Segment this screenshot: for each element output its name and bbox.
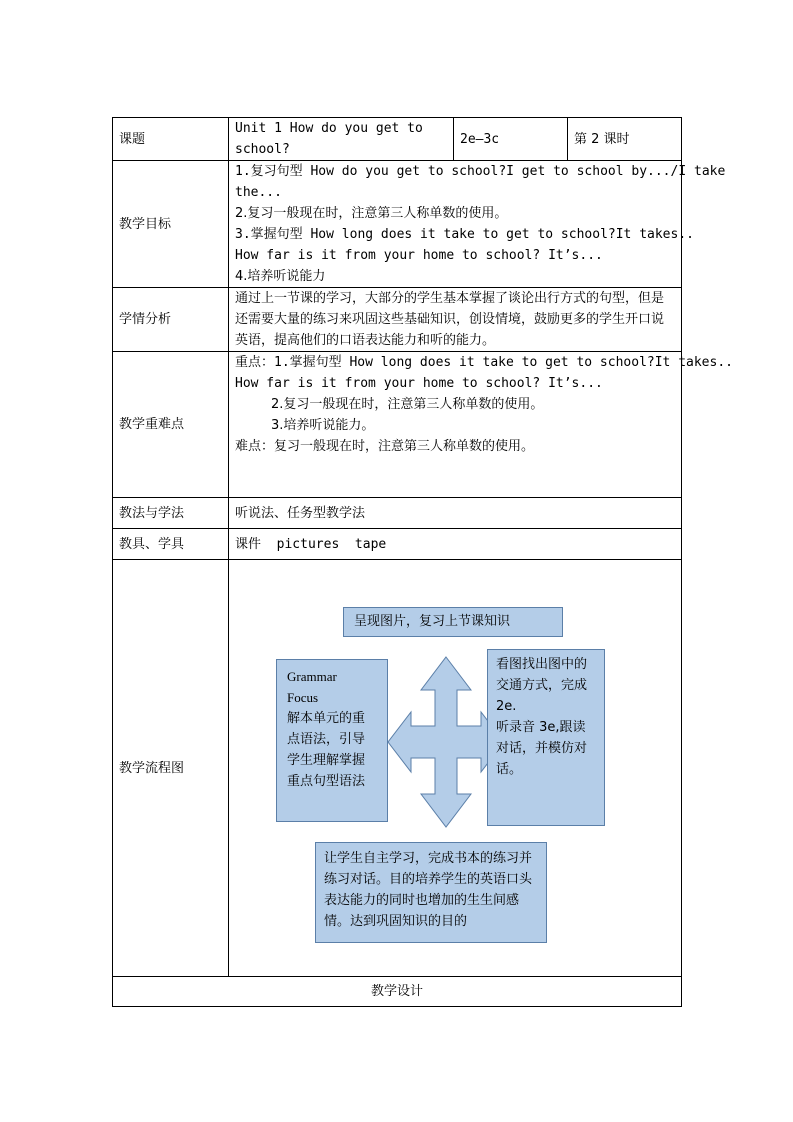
methods-row — [113, 498, 682, 529]
flow-box-listening-task2: 听录音 3e,跟读对话，并模仿对话。 — [496, 720, 588, 777]
flow-box-grammar-title: Grammar — [287, 669, 337, 684]
methods-label: 教法与学法 — [113, 498, 229, 529]
flow-box-listening-task1: 看图找出图中的交通方式，完成 2e. — [496, 657, 588, 714]
flow-box-listening — [487, 649, 605, 826]
title-row — [113, 118, 682, 161]
objectives-label: 教学目标 — [113, 161, 229, 288]
flow-box-grammar — [276, 659, 388, 822]
key-points-content — [229, 352, 733, 498]
key-point-line: 重点：1.掌握句型 How long does it take to get to school?It takes.. — [235, 355, 733, 370]
flow-box-review: 呈现图片，复习上节课知识 — [343, 607, 563, 637]
lesson-plan-table — [112, 117, 733, 1007]
flowchart-label: 教学流程图 — [113, 560, 229, 977]
key-points-row — [113, 352, 682, 498]
tools-row — [113, 529, 682, 560]
objective-line: the... — [235, 185, 282, 200]
objective-line: How far is it from your home to school? It’s... — [235, 248, 603, 263]
objective-line: 1.复习句型 How do you get to school?I get to school by.../I take — [235, 164, 726, 179]
lesson-title: Unit 1 How do you get to school? — [229, 118, 454, 161]
key-point-line: 3.培养听说能力。 — [271, 418, 375, 433]
flow-box-grammar-subtitle: Focus — [287, 690, 319, 705]
design-row — [113, 977, 682, 1007]
flow-box-practice: 让学生自主学习，完成书本的练习并练习对话。目的培养学生的英语口头表达能力的同时也增加的生生间感情。达到巩固知识的目的 — [315, 842, 547, 943]
key-point-line: How far is it from your home to school? It’s... — [235, 376, 603, 391]
objective-line: 4.培养听说能力 — [235, 269, 326, 284]
objective-line: 3.掌握句型 How long does it take to get to school?It takes.. — [235, 227, 694, 242]
tools-label: 教具、学具 — [113, 529, 229, 560]
analysis-row — [113, 288, 682, 352]
key-points-label: 教学重难点 — [113, 352, 229, 498]
objectives-content — [229, 161, 726, 288]
key-point-line: 2.复习一般现在时，注意第三人称单数的使用。 — [271, 397, 544, 412]
flowchart-row — [113, 560, 682, 977]
analysis-text: 通过上一节课的学习，大部分的学生基本掌握了谈论出行方式的句型，但是还需要大量的练习来巩固这些基础知识，创设情境，鼓励更多的学生开口说英语，提高他们的口语表达能力和听的能力。 — [229, 288, 682, 352]
tools-value: 课件 pictures tape — [229, 529, 682, 560]
key-point-line: 难点：复习一般现在时，注意第三人称单数的使用。 — [235, 439, 535, 454]
flow-box-grammar-text: 解本单元的重点语法，引导学生理解掌握重点句型语法 — [287, 711, 366, 789]
topic-label: 课题 — [113, 118, 229, 161]
flowchart-cell — [229, 560, 682, 977]
lesson-section: 2e—3c — [454, 118, 568, 161]
methods-value: 听说法、任务型教学法 — [229, 498, 682, 529]
design-heading: 教学设计 — [113, 977, 682, 1007]
objective-line: 2.复习一般现在时，注意第三人称单数的使用。 — [235, 206, 508, 221]
lesson-period: 第 2 课时 — [568, 118, 682, 161]
objectives-row — [113, 161, 682, 288]
flowchart — [229, 560, 682, 976]
analysis-label: 学情分析 — [113, 288, 229, 352]
